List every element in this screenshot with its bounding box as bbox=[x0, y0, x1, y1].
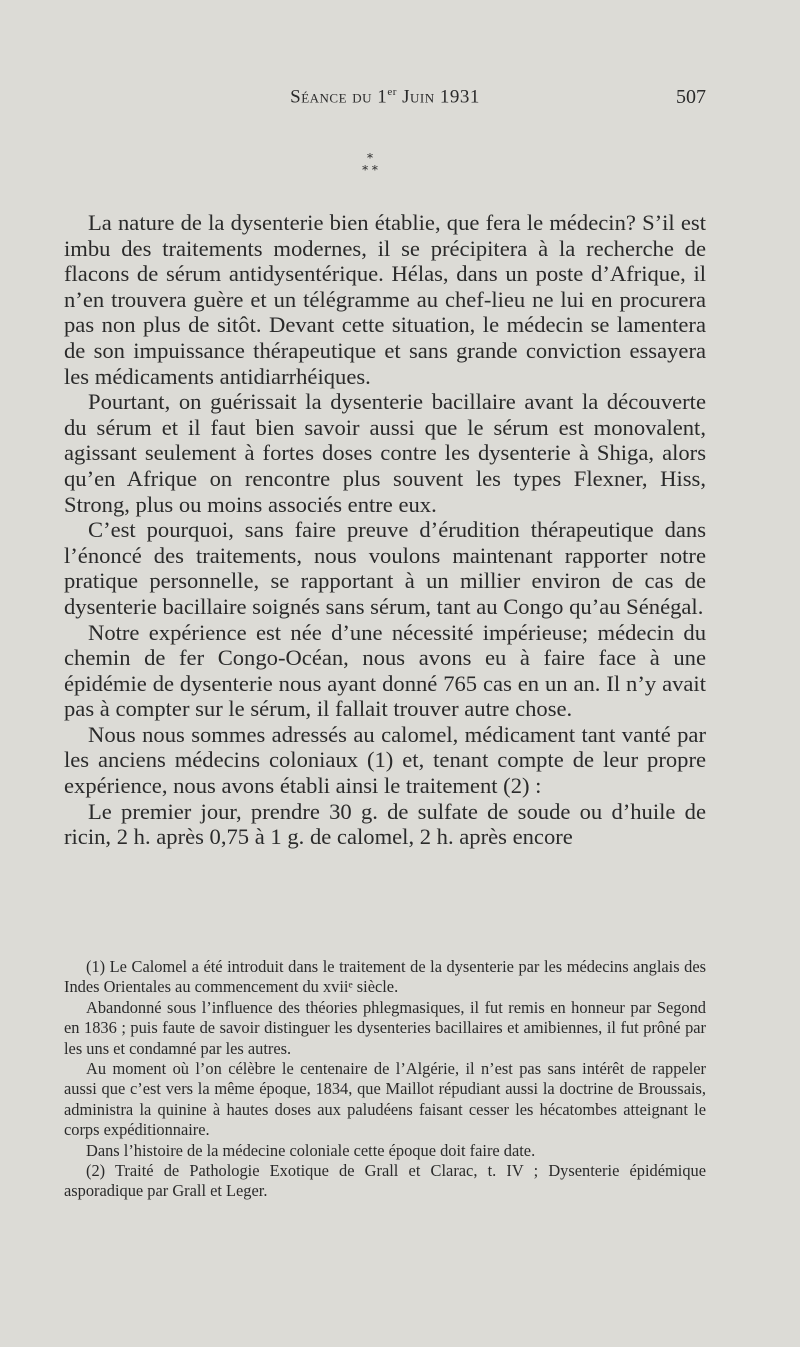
asterism bbox=[340, 152, 400, 176]
asterism-top: * bbox=[367, 151, 373, 165]
footnote: (1) Le Calomel a été introduit dans le traitement de la dysenterie par les médecins anglais des Indes Orientales au commencement du xviiᵉ siècle. bbox=[64, 957, 706, 997]
footnotes bbox=[64, 957, 706, 1202]
running-title-sup: er bbox=[387, 86, 397, 98]
running-title-date: Juin 1931 bbox=[396, 86, 480, 108]
running-title-text: Séance du 1 bbox=[290, 86, 388, 108]
paragraph: Pourtant, on guérissait la dysenterie bacillaire avant la découverte du sérum et il faut bien savoir aussi que le sérum est monovalent, agissant seulement à fortes doses contre les dysenterie à Shiga, alors qu’en Afrique on rencontre plus souvent les types Flexner, Hiss, Strong, plus ou moins associés entre eux. bbox=[64, 389, 706, 517]
paragraph: C’est pourquoi, sans faire preuve d’érudition thérapeutique dans l’énoncé des traitements, nous voulons maintenant rapporter notre pratique personnelle, se rapportant à un millier environ de cas de dysenterie bacillaire soignés sans sérum, tant au Congo qu’au Sénégal. bbox=[64, 517, 706, 619]
footnote: Au moment où l’on célèbre le centenaire de l’Algérie, il n’est pas sans intérêt de rappeler aussi que c’est vers la même époque, 1834, que Maillot répudiant aussi la doctrine de Broussais, administra la quinine à hautes doses aux paludéens faisant cesser les hécatombes atteignant le corps expéditionnaire. bbox=[64, 1059, 706, 1140]
paragraph: Le premier jour, prendre 30 g. de sulfate de soude ou d’huile de ricin, 2 h. après 0,75 à 1 g. de calomel, 2 h. après encore bbox=[64, 798, 706, 850]
page-header bbox=[64, 86, 706, 116]
footnote: (2) Traité de Pathologie Exotique de Grall et Clarac, t. IV ; Dysenterie épidémique asporadique par Grall et Leger. bbox=[64, 1161, 706, 1201]
paragraph: Nous nous sommes adressés au calomel, médicament tant vanté par les anciens médecins coloniaux (1) et, tenant compte de leur propre expérience, nous avons établi ainsi le traitement (2) : bbox=[64, 721, 706, 799]
footnote: Abandonné sous l’influence des théories phlegmasiques, il fut remis en honneur par Segond en 1836 ; puis faute de savoir distinguer les dysenteries bacillaires et amibiennes, il fut prôné par les uns et condamné par les autres. bbox=[64, 997, 706, 1058]
paragraph: Notre expérience est née d’une nécessité impérieuse; médecin du chemin de fer Congo-Océan, nous avons eu à faire face à une épidémie de dysenterie nous ayant donné 765 cas en un an. Il n’y avait pas à compter sur le sérum, il fallait trouver autre chose. bbox=[64, 619, 706, 722]
running-title bbox=[64, 86, 706, 108]
body-text bbox=[64, 210, 706, 850]
asterism-bottom: * * bbox=[362, 163, 378, 177]
page-number: 507 bbox=[676, 86, 706, 108]
paragraph: La nature de la dysenterie bien établie, que fera le médecin? S’il est imbu des traitements modernes, il se précipitera à la recherche de flacons de sérum antidysentérique. Hélas, dans un poste d’Afrique, il n’en trouvera guère et un télégramme au chef-lieu ne lui en procurera pas non plus de sitôt. Devant cette situation, le médecin se lamentera de son impuissance thérapeutique et sans grande conviction essayera les médicaments antidiarrhéiques. bbox=[64, 210, 706, 389]
footnote: Dans l’histoire de la médecine coloniale cette époque doit faire date. bbox=[86, 1140, 536, 1160]
